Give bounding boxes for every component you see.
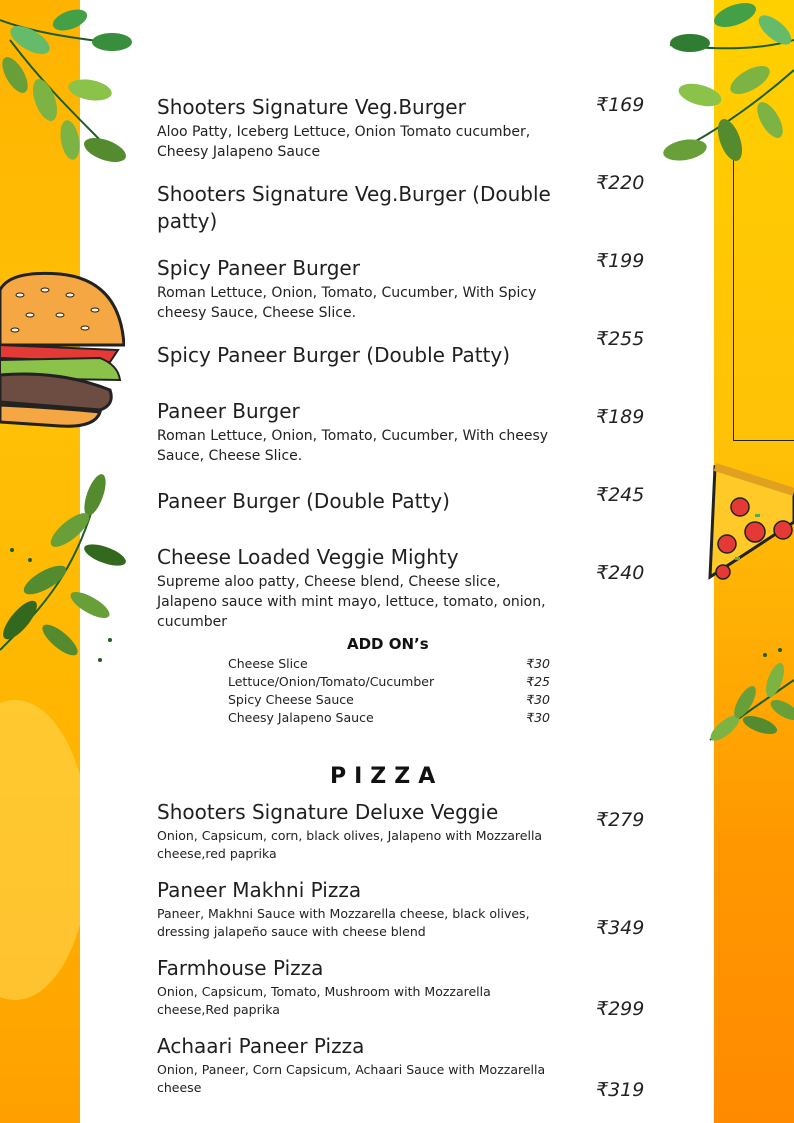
item-description: Supreme aloo patty, Cheese blend, Cheese slice, Jalapeno sauce with mint mayo, lettuce, tomato, onion, cucumber bbox=[157, 574, 546, 630]
item-name: Paneer Makhni Pizza bbox=[157, 878, 362, 902]
addon-name: Spicy Cheese Sauce bbox=[228, 692, 354, 707]
list-item bbox=[157, 544, 557, 632]
list-item bbox=[157, 955, 557, 1019]
item-price: ₹240 bbox=[596, 562, 645, 584]
addon-row bbox=[228, 692, 550, 707]
item-description: Paneer, Makhni Sauce with Mozzarella cheese, black olives, dressing jalapeño sauce with cheese blend bbox=[157, 906, 530, 939]
list-item bbox=[157, 877, 557, 941]
list-item bbox=[157, 94, 557, 162]
addon-price: ₹30 bbox=[526, 656, 550, 671]
item-description: Roman Lettuce, Onion, Tomato, Cucumber, With Spicy cheesy Sauce, Cheese Slice. bbox=[157, 285, 537, 321]
leaf-icon bbox=[705, 640, 794, 750]
item-name: Achaari Paneer Pizza bbox=[157, 1034, 365, 1058]
item-price: ₹245 bbox=[596, 484, 645, 506]
item-name: Paneer Burger bbox=[157, 399, 300, 423]
addons-title: ADD ON’s bbox=[347, 635, 429, 653]
item-description: Roman Lettuce, Onion, Tomato, Cucumber, With cheesy Sauce, Cheese Slice. bbox=[157, 428, 549, 464]
addon-price: ₹30 bbox=[526, 692, 550, 707]
list-item bbox=[157, 488, 557, 515]
item-price: ₹255 bbox=[596, 328, 645, 350]
list-item bbox=[157, 181, 557, 235]
item-name: Paneer Burger (Double Patty) bbox=[157, 489, 450, 513]
burger-icon bbox=[0, 270, 125, 430]
leaf-icon bbox=[0, 0, 140, 170]
item-price: ₹220 bbox=[596, 172, 645, 194]
addon-price: ₹25 bbox=[526, 674, 550, 689]
pizza-slice-icon bbox=[705, 462, 794, 582]
list-item bbox=[157, 1033, 557, 1097]
item-description: Onion, Paneer, Corn Capsicum, Achaari Sauce with Mozzarella cheese bbox=[157, 1062, 546, 1095]
item-price: ₹189 bbox=[596, 406, 645, 428]
item-price: ₹349 bbox=[596, 917, 645, 939]
addon-row bbox=[228, 674, 550, 689]
addon-name: Lettuce/Onion/Tomato/Cucumber bbox=[228, 674, 435, 689]
list-item bbox=[157, 255, 557, 323]
leaf-icon bbox=[660, 0, 794, 175]
list-item bbox=[157, 342, 557, 369]
addon-price: ₹30 bbox=[526, 710, 550, 725]
item-name: Shooters Signature Veg.Burger bbox=[157, 95, 466, 119]
item-name: Spicy Paneer Burger (Double Patty) bbox=[157, 343, 511, 367]
item-description: Onion, Capsicum, Tomato, Mushroom with Mozzarella cheese,Red paprika bbox=[157, 984, 491, 1017]
list-item bbox=[157, 799, 557, 863]
item-price: ₹319 bbox=[596, 1079, 645, 1101]
addon-name: Cheese Slice bbox=[228, 656, 308, 671]
decorative-frame-line bbox=[733, 150, 794, 441]
item-name: Shooters Signature Veg.Burger (Double patty) bbox=[157, 182, 551, 233]
item-description: Onion, Capsicum, corn, black olives, Jalapeno with Mozzarella cheese,red paprika bbox=[157, 828, 543, 861]
addon-row bbox=[228, 656, 550, 671]
item-price: ₹279 bbox=[596, 809, 645, 831]
item-price: ₹199 bbox=[596, 250, 645, 272]
item-name: Farmhouse Pizza bbox=[157, 956, 324, 980]
item-name: Shooters Signature Deluxe Veggie bbox=[157, 800, 499, 824]
item-name: Cheese Loaded Veggie Mighty bbox=[157, 545, 459, 569]
item-description: Aloo Patty, Iceberg Lettuce, Onion Tomato cucumber, Cheesy Jalapeno Sauce bbox=[157, 124, 531, 160]
addon-row bbox=[228, 710, 550, 725]
list-item bbox=[157, 398, 557, 466]
item-price: ₹299 bbox=[596, 998, 645, 1020]
item-name: Spicy Paneer Burger bbox=[157, 256, 360, 280]
addon-name: Cheesy Jalapeno Sauce bbox=[228, 710, 374, 725]
leaf-icon bbox=[0, 470, 130, 680]
section-title-pizza: PIZZA bbox=[330, 764, 444, 789]
item-price: ₹169 bbox=[596, 94, 645, 116]
